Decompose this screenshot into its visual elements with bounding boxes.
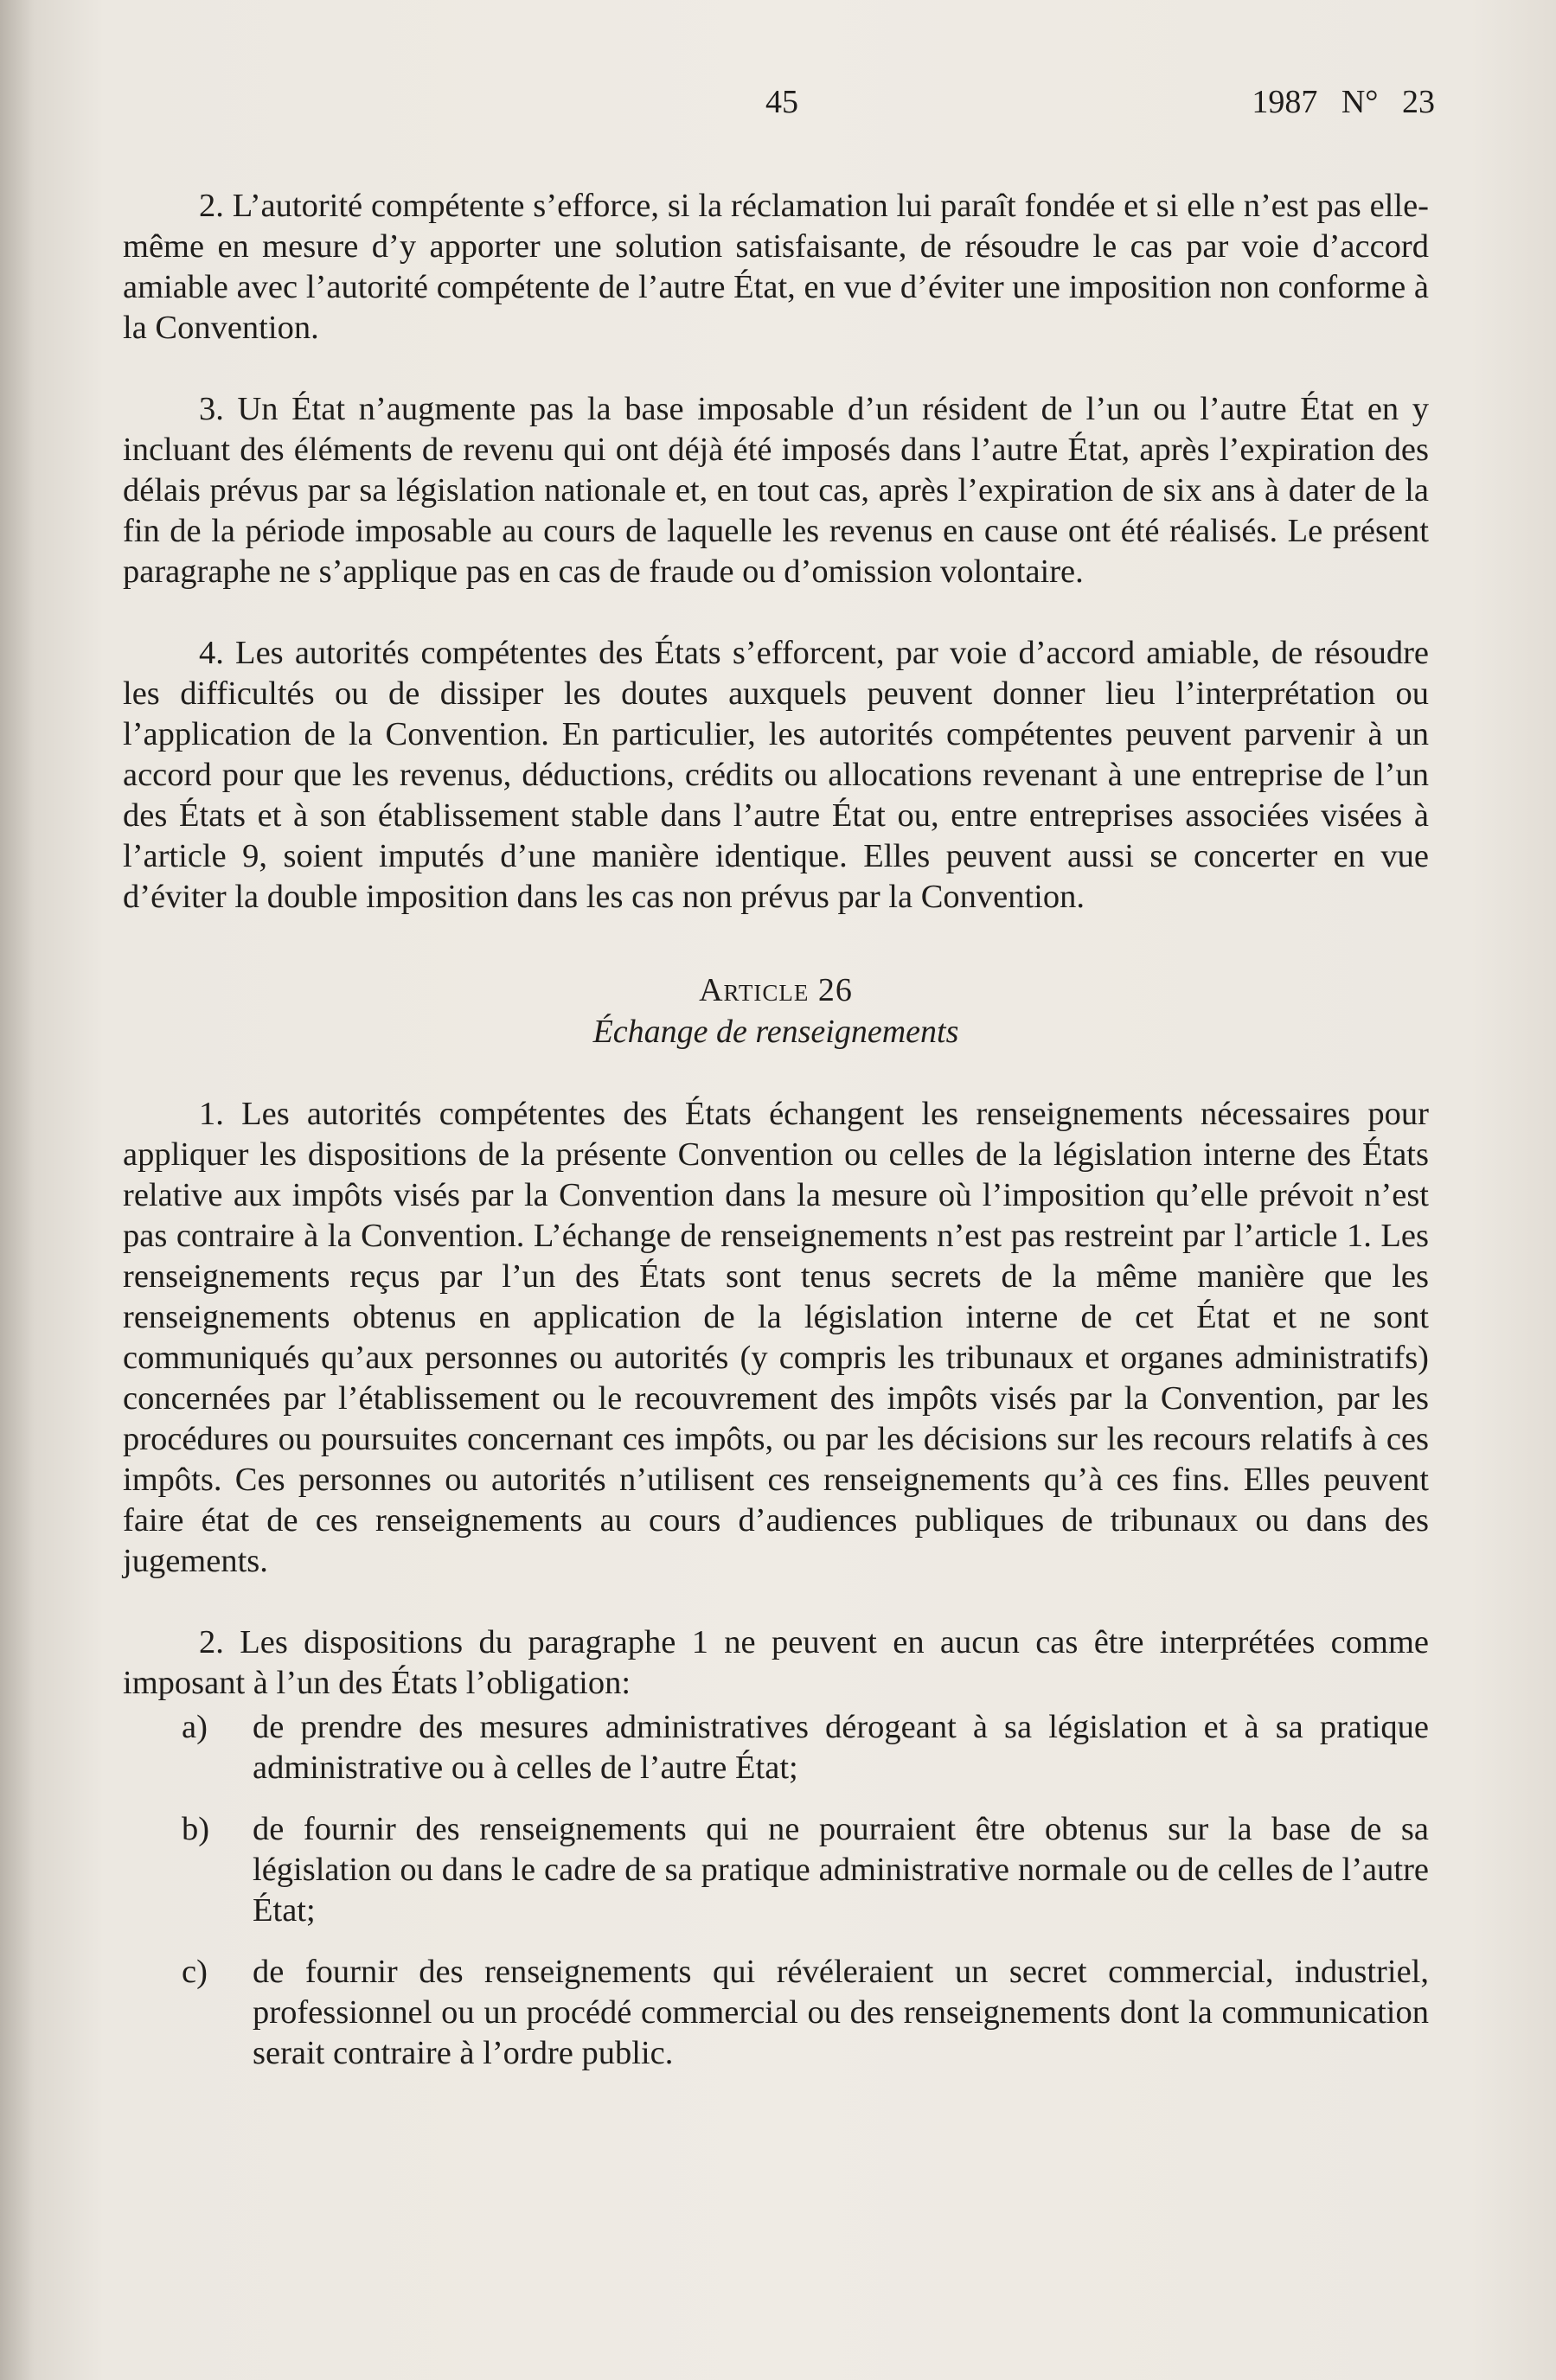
article-subtitle: Échange de renseignements	[592, 1014, 959, 1050]
paragraph-4: 4. Les autorités compétentes des États s’efforcent, par voie d’accord amiable, de résoudre les difficultés ou de dissiper les doutes auxquels peuvent donner lieu l’interprétation ou l’application de la Convention. En particulier, les autorités compétentes peuvent parvenir à un accord pour que les revenus, déductions, crédits ou allocations revenant à une entreprise de l’un des États et à son établissement stable dans l’autre État ou, entre entreprises associées visées à l’article 9, soient imputés d’une manière identique. Elles peuvent aussi se concerter en vue d’éviter la double imposition dans les cas non prévus par la Convention.	[123, 635, 1429, 915]
list-item	[123, 1952, 1429, 2074]
obligation-list	[123, 1707, 1429, 2074]
list-item-text: de fournir des renseignements qui révéleraient un secret commercial, industriel, professionnel ou un procédé commercial ou des renseignements dont la communication serait contraire à l’ordre public.	[253, 1954, 1429, 2071]
list-item-text: de prendre des mesures administratives dérogeant à sa législation et à sa pratique administrative ou à celles de l’autre État;	[253, 1709, 1429, 1786]
paragraph-2: 2. L’autorité compétente s’efforce, si la réclamation lui paraît fondée et si elle n’est pas elle-même en mesure d’y apporter une solution satisfaisante, de résoudre le cas par voie d’accord amiable avec l’autorité compétente de l’autre État, en vue d’éviter une imposition non conforme à la Convention.	[123, 188, 1429, 346]
list-item	[123, 1707, 1429, 1788]
list-item-label: c)	[182, 1954, 208, 1990]
article-title: Article 26	[699, 972, 853, 1008]
page-number: 45	[765, 84, 798, 120]
list-item-label: a)	[182, 1709, 208, 1745]
list-item	[123, 1809, 1429, 1931]
article-paragraph-1: 1. Les autorités compétentes des États échangent les renseignements nécessaires pour appliquer les dispositions de la présente Convention ou celles de la législation interne des États relative aux impôts visés par la Convention dans la mesure où l’imposition qu’elle prévoit n’est pas contraire à la Convention. L’échange de renseignements n’est pas restreint par l’article 1. Les renseignements reçus par l’un des États sont tenus secrets de la même manière que les renseignements obtenus en application de la législation interne de cet État et ne sont communiqués qu’aux personnes ou autorités (y compris les tribunaux et organes administratifs) concernées par l’établissement ou le recouvrement des impôts visés par la Convention, par les procédures ou poursuites concernant ces impôts, ou par les décisions sur les recours relatifs à ces impôts. Ces personnes ou autorités n’utilisent ces renseignements qu’à ces fins. Elles peuvent faire état de ces renseignements au cours d’audiences publiques de tribunaux ou dans des jugements.	[123, 1096, 1429, 1579]
paragraph-3: 3. Un État n’augmente pas la base imposable d’un résident de l’un ou l’autre État en y incluant des éléments de revenu qui ont déjà été imposés dans l’autre État, après l’expiration des délais prévus par sa législation nationale et, en tout cas, après l’expiration de six ans à dater de la fin de la période imposable au cours de laquelle les revenus en cause ont été réalisés. Le présent paragraphe ne s’applique pas en cas de fraude ou d’omission volontaire.	[123, 391, 1429, 590]
list-item-text: de fournir des renseignements qui ne pourraient être obtenus sur la base de sa législation ou dans le cadre de sa pratique administrative normale ou de celles de l’autre État;	[253, 1811, 1429, 1929]
page-header	[0, 83, 1556, 135]
list-item-label: b)	[182, 1811, 210, 1847]
document-body	[123, 186, 1429, 2095]
article-heading	[123, 969, 1429, 1052]
year-and-number: 1987 N° 23	[1252, 84, 1435, 120]
article-paragraph-2: 2. Les dispositions du paragraphe 1 ne peuvent en aucun cas être interprétées comme imposant à l’un des États l’obligation:	[123, 1624, 1429, 1701]
